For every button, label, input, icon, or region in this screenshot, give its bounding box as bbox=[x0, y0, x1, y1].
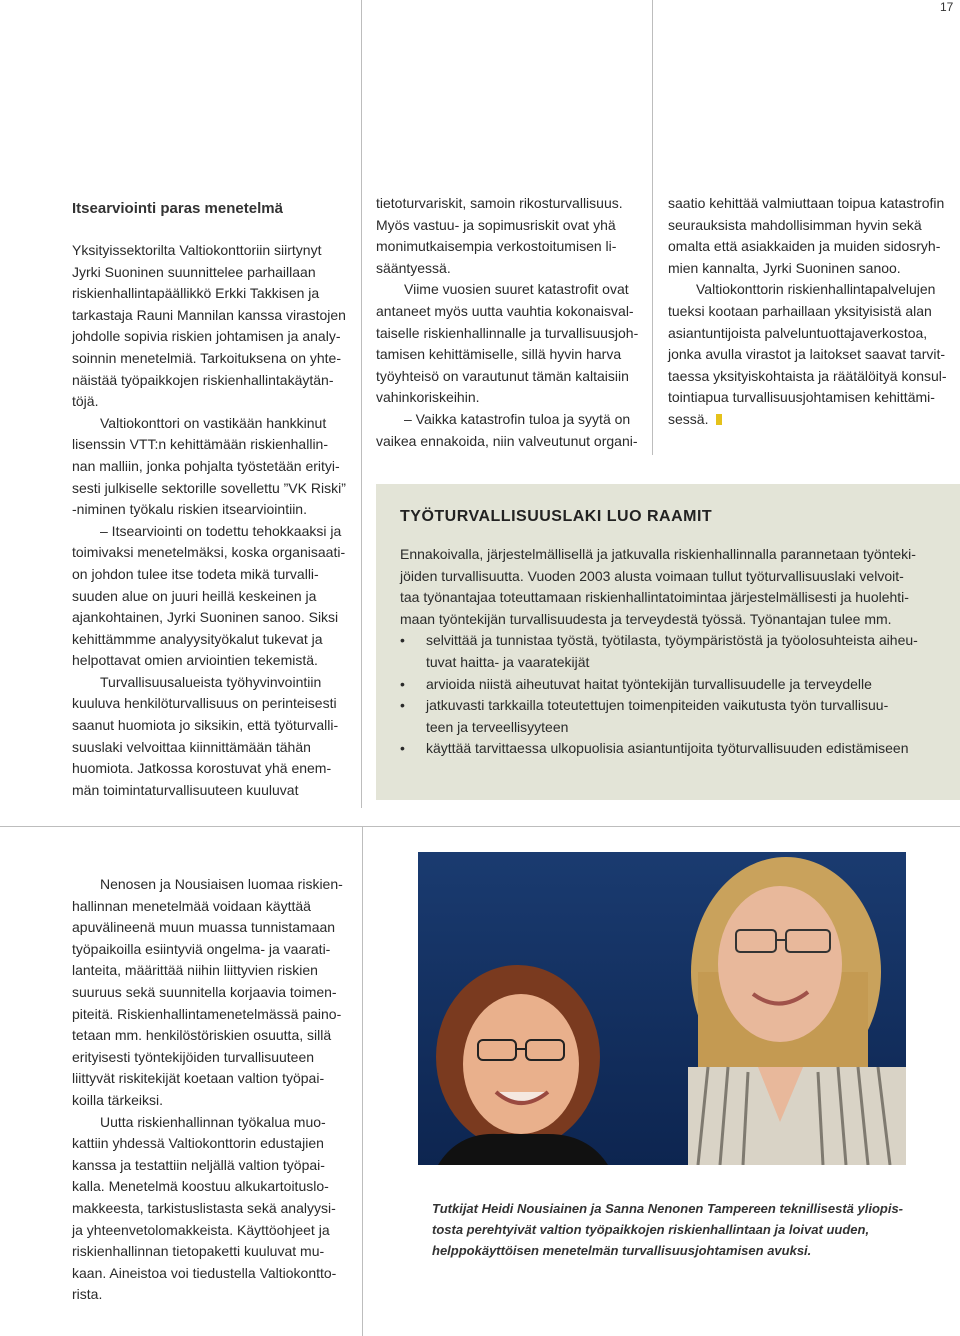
section-divider bbox=[0, 826, 960, 827]
bullet-icon: • bbox=[400, 740, 405, 757]
list-item bbox=[400, 630, 945, 673]
caption-line: Tutkijat Heidi Nousiainen ja Sanna Nenonen Tampereen teknillisestä yliopis- bbox=[432, 1201, 904, 1216]
text-line: omalta että asiakkaiden ja muiden sidosryh- bbox=[668, 238, 941, 255]
info-box-title: TYÖTURVALLISUUSLAKI LUO RAAMIT bbox=[400, 508, 713, 525]
text-line: toimivaksi menetelmäksi, koska organisaati- bbox=[72, 544, 346, 561]
right-column bbox=[668, 193, 958, 431]
text-line: työyhteisö on varautunut tämän kaltaisiin bbox=[376, 367, 629, 384]
text-line: on johdon tulee itse todeta mikä turvalli- bbox=[72, 565, 319, 582]
text-line: tointiapua turvallisuusjohtamisen kehittämi- bbox=[668, 389, 935, 406]
section-heading: Itsearviointi paras menetelmä bbox=[72, 200, 283, 217]
text-line: taiselle riskienhallinnalle ja turvallisuusjoh- bbox=[376, 324, 639, 341]
text-line: seurauksista mahdollisimman hyvin sekä bbox=[668, 216, 922, 233]
text-line: näistää työpaikkojen riskienhallintakäytän- bbox=[72, 371, 334, 388]
info-box-list bbox=[400, 630, 945, 760]
text-line: kattiin yhdessä Valtiokonttorin edustajien bbox=[72, 1135, 324, 1152]
text-line: – Vaikka katastrofin tuloa ja syytä on bbox=[404, 410, 631, 427]
column-divider bbox=[652, 0, 653, 455]
paragraph bbox=[72, 413, 354, 521]
text-line: vahinkoriskeihin. bbox=[376, 389, 480, 406]
text-line: helpottavat omien arviointien tekemistä. bbox=[72, 652, 318, 669]
middle-column bbox=[376, 193, 648, 452]
text-line: asiantuntijoista palveluntuottajaverkostoa, bbox=[668, 324, 928, 341]
bottom-text-column bbox=[72, 874, 354, 1306]
text-line: monimutkaisempia verkostoitumisen li- bbox=[376, 238, 617, 255]
portrait-photo bbox=[418, 852, 906, 1165]
text-line: huomiota. Jatkossa korostuvat yhä enem- bbox=[72, 760, 332, 777]
info-box-intro bbox=[400, 544, 945, 630]
text-line: töjä. bbox=[72, 393, 99, 410]
text-line: vaikea ennakoida, niin valveutunut organi- bbox=[376, 432, 638, 449]
text-line: sesti julkiselle sektorille sovellettu ”VK Riski” bbox=[72, 479, 346, 496]
info-box bbox=[376, 484, 960, 800]
photo-caption bbox=[432, 1198, 932, 1261]
text-line: hallinnan menetelmää voidaan käyttää bbox=[72, 897, 311, 914]
text-line: sessä. bbox=[668, 410, 709, 427]
text-line: kaan. Aineistoa voi tiedustella Valtiokontto- bbox=[72, 1264, 337, 1281]
bullet-icon: • bbox=[400, 697, 405, 714]
column-divider bbox=[362, 826, 363, 1336]
paragraph bbox=[376, 409, 648, 452]
text-line: Valtiokonttorin riskienhallintapalvelujen bbox=[696, 281, 936, 298]
text-line: maan työntekijän turvallisuudesta ja terveydestä työssä. Työnantajan tulee mm. bbox=[400, 610, 892, 627]
text-line: Valtiokonttori on vastikään hankkinut bbox=[100, 414, 327, 431]
page-number: 17 bbox=[940, 0, 954, 14]
text-line: lisenssin VTT:n kehittämään riskienhallin- bbox=[72, 436, 328, 453]
caption-line: tosta perehtyivät valtion työpaikkojen riskienhallintaan ja loivat uuden, bbox=[432, 1222, 870, 1237]
text-line: arvioida niistä aiheutuvat haitat työntekijän turvallisuudelle ja terveydelle bbox=[426, 675, 872, 692]
end-of-article-mark bbox=[716, 414, 722, 425]
text-line: – Itsearviointi on todettu tehokkaaksi ja bbox=[100, 522, 342, 539]
text-line: Nenosen ja Nousiaisen luomaa riskien- bbox=[100, 876, 343, 892]
paragraph bbox=[72, 240, 354, 413]
text-line: makkeesta, tarkistuslistasta sekä analyysi- bbox=[72, 1199, 336, 1216]
text-line: lanteita, määrittää niihin liittyvien riskien bbox=[72, 962, 318, 979]
bullet-icon: • bbox=[400, 675, 405, 692]
text-line: suuden alue on juuri heillä keskeinen ja bbox=[72, 587, 317, 604]
text-line: suuruus sekä suunnitella korjaavia toimen- bbox=[72, 983, 337, 1000]
text-line: tuvat haitta- ja vaaratekijät bbox=[426, 653, 590, 670]
text-line: työpaikoilla esiintyviä ongelma- ja vaarati- bbox=[72, 940, 331, 957]
text-line: rista. bbox=[72, 1286, 103, 1303]
text-line: nan malliin, jonka pohjalta työstetään erityi- bbox=[72, 457, 340, 474]
text-line: tamisen kehittämiselle, sillä hyvin harva bbox=[376, 346, 622, 363]
text-line: antaneet myös uutta vauhtia kokonaisval- bbox=[376, 302, 634, 319]
paragraph bbox=[72, 521, 354, 672]
text-line: johdolle sopivia riskien johtamisen ja analy- bbox=[72, 328, 341, 345]
text-line: Uutta riskienhallinnan työkalua muo- bbox=[100, 1113, 326, 1130]
text-line: piteitä. Riskienhallintamenetelmässä paino- bbox=[72, 1005, 342, 1022]
text-line: kanssa ja testattiin neljällä valtion työpai- bbox=[72, 1156, 325, 1173]
list-item bbox=[400, 695, 945, 738]
paragraph bbox=[376, 193, 648, 279]
text-line: kehittämmme analyysityökalut tukevat ja bbox=[72, 630, 323, 647]
text-line: tarkastaja Rauni Mannilan kanssa virastojen bbox=[72, 306, 346, 323]
text-line: erityisesti työntekijöiden turvallisuuteen bbox=[72, 1048, 315, 1065]
paragraph bbox=[668, 193, 958, 279]
text-line: mien kannalta, Jyrki Suoninen sanoo. bbox=[668, 259, 901, 276]
text-line: taessa yksityiskohtaista ja räätälöityä konsul- bbox=[668, 367, 947, 384]
list-item bbox=[400, 738, 945, 760]
text-line: tueksi kootaan parhaillaan yksityisistä alan bbox=[668, 302, 932, 319]
text-line: käyttää tarvittaessa ulkopuolisia asiantuntijoita työturvallisuuden edistämiseen bbox=[426, 740, 909, 757]
text-line: Viime vuosien suuret katastrofit ovat bbox=[404, 281, 629, 298]
text-line: Turvallisuusalueista työhyvinvointiin bbox=[100, 673, 322, 690]
text-line: tetaan mm. henkilöstöriskien osuutta, sillä bbox=[72, 1027, 332, 1044]
paragraph bbox=[72, 874, 354, 1112]
column-divider bbox=[361, 0, 362, 808]
text-line: soinnin menetelmiä. Tarkoituksena on yhte- bbox=[72, 349, 342, 366]
text-line: riskienhallinnan tietopaketti kuuluvat mu- bbox=[72, 1243, 325, 1260]
paragraph bbox=[668, 279, 958, 430]
text-line: kalla. Menetelmä koostuu alkukartoituslo- bbox=[72, 1178, 329, 1195]
text-line: koilla tärkeiksi. bbox=[72, 1091, 164, 1108]
text-line: Yksityissektorilta Valtiokonttoriin siirtynyt bbox=[72, 242, 322, 258]
text-line: apuvälineenä muun muassa tunnistamaan bbox=[72, 919, 336, 936]
list-item bbox=[400, 674, 945, 696]
text-line: selvittää ja tunnistaa työstä, työtilasta, työympäristöstä ja työolosuhteista aiheu- bbox=[426, 632, 918, 649]
text-line: -niminen työkalu riskien itsearviointiin. bbox=[72, 501, 307, 518]
left-column bbox=[72, 198, 354, 801]
bullet-icon: • bbox=[400, 632, 405, 649]
text-line: taa työnantajaa toteuttamaan riskienhallintatoimintaa järjestelmällisesti ja huolehti- bbox=[400, 589, 909, 606]
text-line: liittyvät riskitekijät koetaan valtion työpai- bbox=[72, 1070, 325, 1087]
caption-line: helppokäyttöisen menetelmän turvallisuusjohtamisen avuksi. bbox=[432, 1243, 812, 1258]
text-line: Jyrki Suoninen suunnittelee parhaillaan bbox=[72, 263, 316, 280]
text-line: jatkuvasti tarkkailla toteutettujen toimenpiteiden vaikutusta työn turvallisuu- bbox=[426, 697, 889, 714]
photo-illustration bbox=[418, 852, 906, 1165]
paragraph bbox=[72, 672, 354, 802]
text-line: sääntyessä. bbox=[376, 259, 451, 276]
text-line: Ennakoivalla, järjestelmällisellä ja jatkuvalla riskienhallinnalla parannetaan työnteki- bbox=[400, 546, 916, 562]
text-line: teen ja terveellisyyteen bbox=[426, 718, 569, 735]
text-line: saatio kehittää valmiuttaan toipua katastrofin bbox=[668, 195, 945, 211]
paragraph bbox=[72, 1112, 354, 1306]
text-line: jonka avulla virastot ja laitokset saavat tarvit- bbox=[668, 346, 946, 363]
text-line: suuslaki velvoittaa kiinnittämään tähän bbox=[72, 738, 311, 755]
text-line: jöiden turvallisuutta. Vuoden 2003 alusta voimaan tullut työturvallisuuslaki velvoit- bbox=[400, 567, 904, 584]
text-line: ajankohtainen, Jyrki Suoninen sanoo. Siksi bbox=[72, 609, 339, 626]
text-line: saanut huomiota jo siksikin, että työturvalli- bbox=[72, 717, 339, 734]
text-line: ja yhteenvetolomakkeista. Käyttöohjeet ja bbox=[72, 1221, 330, 1238]
paragraph bbox=[376, 279, 648, 409]
text-line: Myös vastuu- ja sopimusriskit ovat yhä bbox=[376, 216, 616, 233]
text-line: riskienhallintapäällikkö Erkki Takkisen ja bbox=[72, 285, 320, 302]
text-line: män toimintaturvallisuuteen kuuluvat bbox=[72, 781, 299, 798]
text-line: tietoturvariskit, samoin rikosturvallisuus. bbox=[376, 195, 623, 211]
text-line: kuuluva henkilöturvallisuus on perinteisesti bbox=[72, 695, 337, 712]
